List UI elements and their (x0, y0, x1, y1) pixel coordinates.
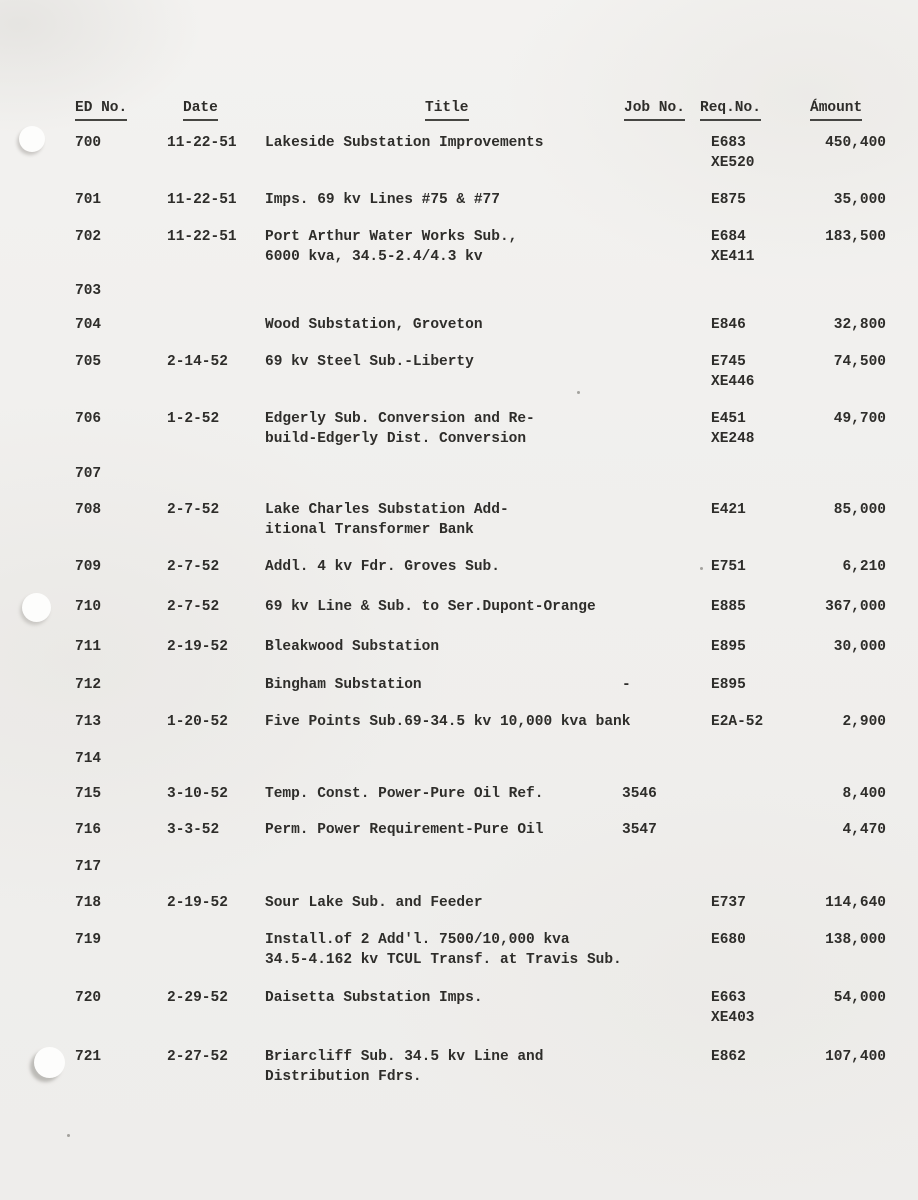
title-cell (265, 133, 625, 153)
ed-no-cell: 703 (75, 283, 102, 299)
req-line: XE248 (711, 431, 755, 447)
amount-cell: 85,000 (833, 502, 886, 518)
ed-no-cell: 712 (75, 677, 102, 693)
amount-cell: 49,700 (833, 411, 886, 427)
title-cell (265, 675, 625, 695)
title-line: itional Transformer Bank (265, 522, 474, 538)
table-header (0, 100, 918, 122)
req-line: E751 (711, 559, 746, 575)
title-line: 6000 kva, 34.5-2.4/4.3 kv (265, 249, 483, 265)
scan-speck (700, 567, 703, 570)
title-line: Temp. Const. Power-Pure Oil Ref. (265, 786, 544, 802)
title-line: Daisetta Substation Imps. (265, 990, 483, 1006)
title-line: Five Points Sub.69-34.5 kv 10,000 kva bank (265, 714, 631, 730)
date-cell: 11-22-51 (167, 229, 237, 245)
req-line: XE411 (711, 249, 755, 265)
ed-no-cell: 706 (75, 411, 102, 427)
amount-cell: 74,500 (833, 354, 886, 370)
ed-no-cell: 720 (75, 990, 102, 1006)
ed-no-cell: 705 (75, 354, 102, 370)
ed-no-cell: 700 (75, 135, 102, 151)
date-cell: 2-29-52 (167, 990, 228, 1006)
date-cell: 11-22-51 (167, 192, 237, 208)
title-line: Addl. 4 kv Fdr. Groves Sub. (265, 559, 500, 575)
title-cell (265, 712, 631, 732)
title-line: Perm. Power Requirement-Pure Oil (265, 822, 544, 838)
ed-no-cell: 719 (75, 932, 102, 948)
title-cell (265, 500, 625, 540)
title-cell (265, 557, 625, 577)
req-line: XE403 (711, 1010, 755, 1026)
ed-no-cell: 708 (75, 502, 102, 518)
job-no-cell: 3546 (622, 786, 657, 802)
req-line: E663 (711, 990, 746, 1006)
title-line: Sour Lake Sub. and Feeder (265, 895, 483, 911)
amount-cell: 4,470 (842, 822, 886, 838)
title-cell (265, 893, 625, 913)
req-line: E2A-52 (711, 714, 764, 730)
ed-no-cell: 710 (75, 599, 102, 615)
column-header-job-no: Job No. (624, 100, 685, 121)
ed-no-cell: 713 (75, 714, 102, 730)
title-line: Edgerly Sub. Conversion and Re- (265, 411, 535, 427)
title-cell (265, 820, 625, 840)
amount-cell: 6,210 (842, 559, 886, 575)
title-cell (265, 988, 625, 1008)
amount-cell: 138,000 (825, 932, 886, 948)
amount-cell: 8,400 (842, 786, 886, 802)
title-cell (265, 637, 625, 657)
date-cell: 2-19-52 (167, 639, 228, 655)
punch-hole (22, 593, 51, 622)
column-header-amount: Ámount (810, 100, 862, 121)
req-line: E895 (711, 639, 746, 655)
title-cell (265, 315, 625, 335)
amount-cell: 450,400 (825, 135, 886, 151)
ed-no-cell: 718 (75, 895, 102, 911)
ed-no-cell: 709 (75, 559, 102, 575)
ed-no-cell: 717 (75, 859, 102, 875)
title-cell (265, 190, 625, 210)
amount-cell: 183,500 (825, 229, 886, 245)
title-cell (265, 227, 625, 267)
title-line: Port Arthur Water Works Sub., (265, 229, 518, 245)
amount-cell: 35,000 (833, 192, 886, 208)
title-line: Install.of 2 Add'l. 7500/10,000 kva (265, 932, 570, 948)
title-line: build-Edgerly Dist. Conversion (265, 431, 527, 447)
title-line: Lake Charles Substation Add- (265, 502, 509, 518)
date-cell: 2-7-52 (167, 502, 220, 518)
date-cell: 1-20-52 (167, 714, 228, 730)
req-line: E684 (711, 229, 746, 245)
title-cell (265, 352, 625, 372)
title-line: 69 kv Line & Sub. to Ser.Dupont-Orange (265, 599, 596, 615)
amount-cell: 367,000 (825, 599, 886, 615)
title-cell (265, 930, 625, 970)
title-line: Wood Substation, Groveton (265, 317, 483, 333)
scan-speck (67, 1134, 70, 1137)
date-cell: 2-19-52 (167, 895, 228, 911)
req-no-cell (711, 675, 821, 695)
punch-hole (19, 126, 45, 152)
ed-no-cell: 702 (75, 229, 102, 245)
req-line: E862 (711, 1049, 746, 1065)
job-no-cell: 3547 (622, 822, 657, 838)
punch-hole (34, 1047, 65, 1078)
amount-cell: 30,000 (833, 639, 886, 655)
date-cell: 2-7-52 (167, 599, 220, 615)
ed-no-cell: 714 (75, 751, 102, 767)
title-line: 69 kv Steel Sub.-Liberty (265, 354, 474, 370)
column-header-title: Title (425, 100, 469, 121)
req-line: E846 (711, 317, 746, 333)
date-cell: 3-3-52 (167, 822, 220, 838)
title-line: Imps. 69 kv Lines #75 & #77 (265, 192, 500, 208)
column-header-req-no: Req.No. (700, 100, 761, 121)
title-cell (265, 597, 625, 617)
date-cell: 3-10-52 (167, 786, 228, 802)
title-cell (265, 784, 625, 804)
scan-speck (577, 391, 580, 394)
title-cell (265, 1047, 625, 1087)
req-line: E451 (711, 411, 746, 427)
column-header-date: Date (183, 100, 218, 121)
amount-cell: 2,900 (842, 714, 886, 730)
title-line: Bleakwood Substation (265, 639, 440, 655)
title-line: Briarcliff Sub. 34.5 kv Line and (265, 1049, 544, 1065)
req-line: E875 (711, 192, 746, 208)
amount-cell: 107,400 (825, 1049, 886, 1065)
req-line: E895 (711, 677, 746, 693)
ed-no-cell: 715 (75, 786, 102, 802)
title-line: Distribution Fdrs. (265, 1069, 422, 1085)
date-cell: 2-27-52 (167, 1049, 228, 1065)
req-line: XE446 (711, 374, 755, 390)
ed-no-cell: 716 (75, 822, 102, 838)
column-header-ed-no: ED No. (75, 100, 127, 121)
req-line: E745 (711, 354, 746, 370)
ed-no-cell: 707 (75, 466, 102, 482)
amount-cell: 54,000 (833, 990, 886, 1006)
req-line: E683 (711, 135, 746, 151)
title-line: Lakeside Substation Improvements (265, 135, 544, 151)
req-line: E680 (711, 932, 746, 948)
ed-no-cell: 721 (75, 1049, 102, 1065)
title-cell (265, 409, 625, 449)
ed-no-cell: 701 (75, 192, 102, 208)
req-line: E885 (711, 599, 746, 615)
req-line: E737 (711, 895, 746, 911)
ed-no-cell: 711 (75, 639, 102, 655)
job-no-cell: - (622, 677, 631, 693)
amount-cell: 114,640 (825, 895, 886, 911)
title-line: Bingham Substation (265, 677, 422, 693)
date-cell: 2-14-52 (167, 354, 228, 370)
ed-no-cell: 704 (75, 317, 102, 333)
amount-cell: 32,800 (833, 317, 886, 333)
date-cell: 2-7-52 (167, 559, 220, 575)
req-line: XE520 (711, 155, 755, 171)
title-line: 34.5-4.162 kv TCUL Transf. at Travis Sub. (265, 952, 622, 968)
date-cell: 11-22-51 (167, 135, 237, 151)
req-line: E421 (711, 502, 746, 518)
date-cell: 1-2-52 (167, 411, 220, 427)
